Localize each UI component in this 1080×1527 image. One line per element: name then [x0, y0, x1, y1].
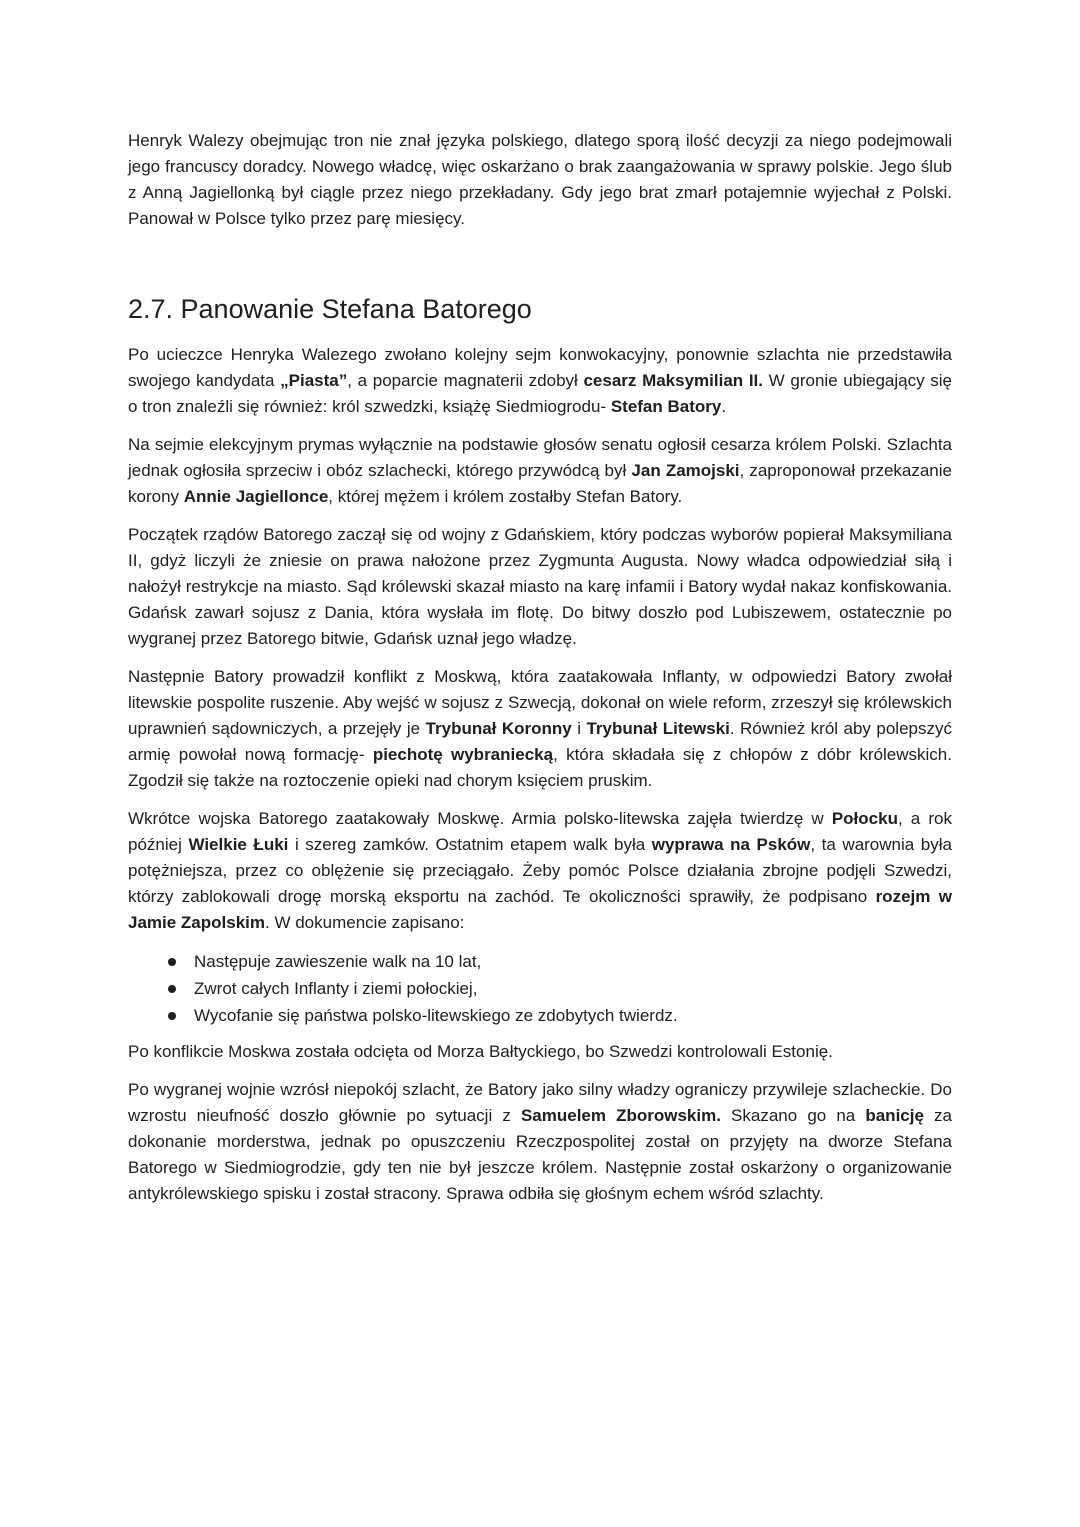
list-item: Następuje zawieszenie walk na 10 lat, [128, 948, 952, 975]
bullet-icon [168, 1012, 176, 1020]
paragraph-campaign: Wkrótce wojska Batorego zaatakowały Moskwę. Armia polsko-litewska zajęła twierdzę w Połocku, a rok później Wielkie Łuki i szereg zamków. Ostatnim etapem walk była wyprawa na Psków, ta warownia była potężniejsza, przez co oblężenie się przeciągało. Żeby pomóc Polsce działania zbrojne podjęli Szwedzi, którzy zablokowali drogę morską eksportu na zachód. Te okoliczności sprawiły, że podpisano rozejm w Jamie Zapolskim. W dokumencie zapisano: [128, 809, 952, 932]
document-page [128, 128, 952, 1219]
paragraph-baltic: Po konflikcie Moskwa została odcięta od Morza Bałtyckiego, bo Szwedzi kontrolowali Estonię. [128, 1042, 833, 1061]
paragraph-zborowski: Po wygranej wojnie wzrósł niepokój szlacht, że Batory jako silny władzy ograniczy przywileje szlacheckie. Do wzrostu nieufność doszło głównie po sytuacji z Samuelem Zborowskim. Skazano go na banicję za dokonanie morderstwa, jednak po opuszczeniu Rzeczpospolitej został on przyjęty na dworze Stefana Batorego w Siedmiogrodzie, gdy ten nie był jeszcze królem. Następnie został oskarżony o organizowanie antykrólewskiego spisku i został stracony. Sprawa odbiła się głośnym echem wśród szlachty. [128, 1080, 952, 1203]
bullet-icon [168, 985, 176, 993]
paragraph-convocation: Po ucieczce Henryka Walezego zwołano kolejny sejm konwokacyjny, ponownie szlachta nie przedstawiła swojego kandydata „Piasta”, a poparcie magnaterii zdobył cesarz Maksymilian II. W gronie ubiegający się o tron znaleźli się również: król szwedzki, książę Siedmiogrodu- Stefan Batory. [128, 345, 952, 416]
bullet-icon [168, 958, 176, 966]
paragraph-moscow-conflict: Następnie Batory prowadził konflikt z Moskwą, która zaatakowała Inflanty, w odpowiedzi Batory zwołał litewskie pospolite ruszenie. Aby wejść w sojusz z Szwecją, dokonał on wiele reform, zrzeszył się królewskich uprawnień sądowniczych, a przejęły je Trybunał Koronny i Trybunał Litewski. Również król aby polepszyć armię powołał nową formację- piechotę wybraniecką, która składała się z chłopów z dóbr królewskich. Zgodził się także na roztoczenie opieki nad chorym księciem pruskim. [128, 667, 952, 790]
paragraph-election: Na sejmie elekcyjnym prymas wyłącznie na podstawie głosów senatu ogłosił cesarza królem Polski. Szlachta jednak ogłosiła sprzeciw i obóz szlachecki, którego przywódcą był Jan Zamojski, zaproponował przekazanie korony Annie Jagiellonce, której mężem i królem zostałby Stefan Batory. [128, 435, 952, 506]
intro-paragraph: Henryk Walezy obejmując tron nie znał języka polskiego, dlatego sporą ilość decyzji za niego podejmowali jego francuscy doradcy. Nowego władcę, więc oskarżano o brak zaangażowania w sprawy polskie. Jego ślub z Anną Jagiellonką był ciągle przez niego przekładany. Gdy jego brat zmarł potajemnie wyjechał z Polski. Panował w Polsce tylko przez parę miesięcy. [128, 131, 952, 228]
paragraph-gdansk-war: Początek rządów Batorego zaczął się od wojny z Gdańskiem, który podczas wyborów popierał Maksymiliana II, gdyż liczyli że zniesie on prawa nałożone przez Zygmunta Augusta. Nowy władca odpowiedział siłą i nałożył restrykcje na miasto. Sąd królewski skazał miasto na karę infamii i Batory wydał nakaz konfiskowania. Gdańsk zawarł sojusz z Dania, która wysłała im flotę. Do bitwy doszło pod Lubiszewem, ostatecznie po wygranej przez Batorego bitwie, Gdańsk uznał jego władzę. [128, 525, 952, 648]
list-item: Wycofanie się państwa polsko-litewskiego ze zdobytych twierdz. [128, 1002, 952, 1029]
truce-terms-list [128, 948, 952, 1029]
section-heading: 2.7. Panowanie Stefana Batorego [128, 294, 532, 324]
list-item: Zwrot całych Inflanty i ziemi połockiej, [128, 975, 952, 1002]
